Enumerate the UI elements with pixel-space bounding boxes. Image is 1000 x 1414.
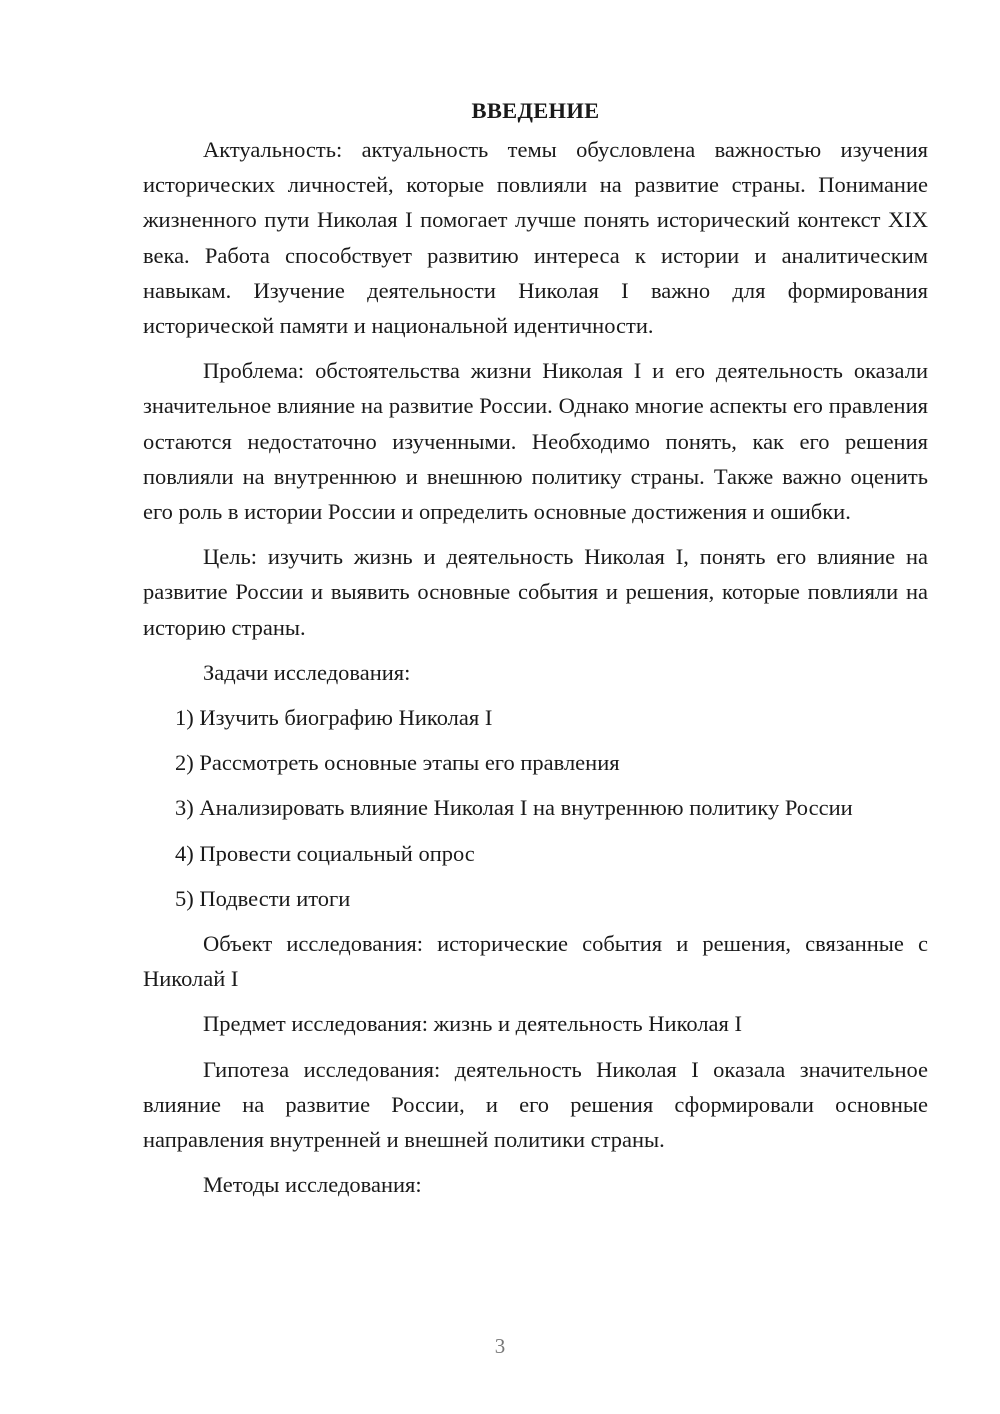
document-page xyxy=(143,96,928,1212)
paragraph-problem: Проблема: обстоятельства жизни Николая I и его деятельность оказали значительное влияние на развитие России. Однако многие аспекты его правления остаются недостаточно изученными. Необходимо понять, как его решения повлияли на внутреннюю и внешнюю политику страны. Также важно оценить его роль в истории России и определить основные достижения и ошибки. xyxy=(143,358,928,525)
list-item: 1) Изучить биографию Николая I xyxy=(175,705,493,731)
paragraph-subject: Предмет исследования: жизнь и деятельность Николая I xyxy=(203,1011,743,1037)
paragraph-hypothesis: Гипотеза исследования: деятельность Николая I оказала значительное влияние на развитие России, и его решения сформировали основные направления внутренней и внешней политики страны. xyxy=(143,1056,928,1153)
list-item: 4) Провести социальный опрос xyxy=(175,840,475,866)
tasks-heading: Задачи исследования: xyxy=(203,659,411,685)
list-item: 5) Подвести итоги xyxy=(175,885,351,911)
list-item: 3) Анализировать влияние Николая I на внутреннюю политику России xyxy=(175,795,853,821)
list-item: 2) Рассмотреть основные этапы его правления xyxy=(175,750,620,776)
paragraph-object: Объект исследования: исторические события и решения, связанные с Николай I xyxy=(143,931,928,992)
paragraph-goal: Цель: изучить жизнь и деятельность Николая I, понять его влияние на развитие России и выявить основные события и решения, которые повлияли на историю страны. xyxy=(143,544,928,640)
task-list xyxy=(143,700,928,916)
paragraph-relevance: Актуальность: актуальность темы обусловлена важностью изучения исторических личностей, которые повлияли на развитие страны. Понимание жизненного пути Николая I помогает лучше понять исторический контекст XIX века. Работа способствует развитию интереса к истории и аналитическим навыкам. Изучение деятельности Николая I важно для формирования исторической памяти и национальной идентичности. xyxy=(143,137,928,339)
page-number: 3 xyxy=(494,1334,506,1358)
methods-heading: Методы исследования: xyxy=(203,1172,422,1198)
page-title: ВВЕДЕНИЕ xyxy=(471,98,600,123)
